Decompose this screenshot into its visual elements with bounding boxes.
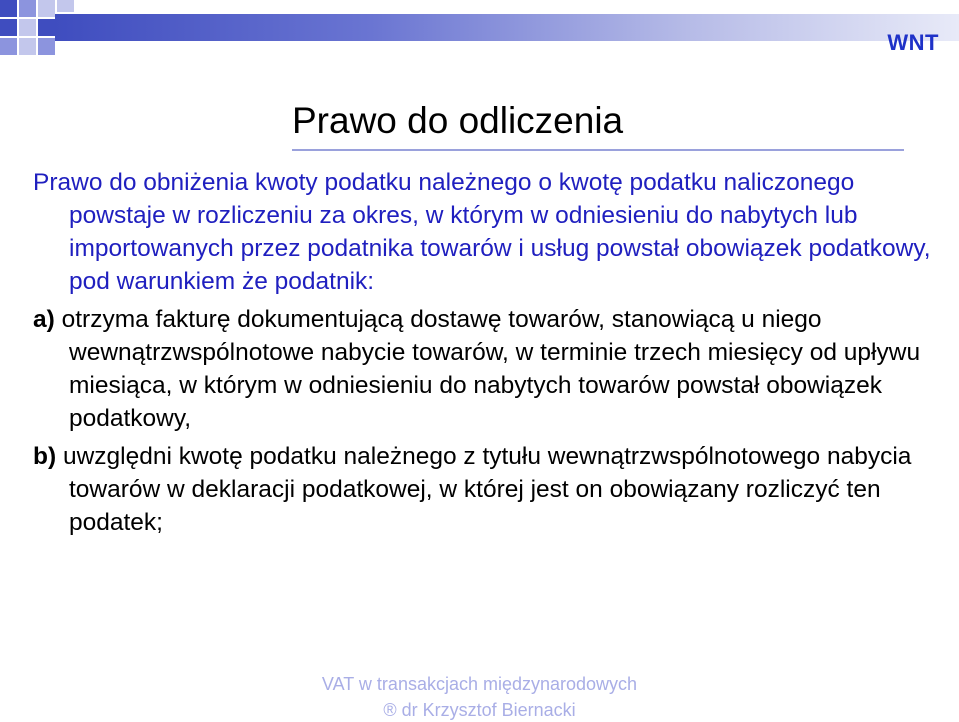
page-title: Prawo do odliczenia xyxy=(292,100,624,141)
decor-square xyxy=(38,19,55,36)
decor-square xyxy=(19,19,36,36)
list-item-text: uwzględni kwotę podatku należnego z tytułu wewnątrzwspólnotowego nabycia towarów w deklaracji podatkowej, w której jest on obowiązany rozliczyć ten podatek; xyxy=(62,443,912,536)
decor-square xyxy=(19,0,36,17)
intro-paragraph: Prawo do obniżenia kwoty podatku należnego o kwotę podatku naliczonego powstaje w rozliczeniu za okres, w którym w odniesieniu do nabytych lub importowanych przez podatnika towarów i usług powstał obowiązek podatkowy, pod warunkiem że podatnik: xyxy=(33,169,931,295)
title-underline xyxy=(292,149,904,151)
footer xyxy=(0,671,959,722)
decor-square xyxy=(38,0,55,17)
list-item-a xyxy=(33,303,945,435)
list-item-b xyxy=(33,440,945,539)
decor-square xyxy=(38,38,55,55)
decor-square xyxy=(0,0,17,17)
decor-square xyxy=(0,38,17,55)
header-band xyxy=(55,14,959,41)
footer-line-1: VAT w transakcjach międzynarodowych xyxy=(321,674,638,694)
decor-square xyxy=(19,38,36,55)
logo: WNT xyxy=(887,30,939,55)
decor-square xyxy=(0,19,17,36)
decor-square xyxy=(57,0,74,12)
slide-body xyxy=(33,166,945,544)
list-marker: b) xyxy=(33,443,57,470)
footer-line-2: ® dr Krzysztof Biernacki xyxy=(383,700,576,720)
list-marker: a) xyxy=(33,306,55,333)
list-item-text: otrzyma fakturę dokumentującą dostawę towarów, stanowiącą u niego wewnątrzwspólnotowe nabycie towarów, w terminie trzech miesięcy od upływu miesiąca, w którym w odniesieniu do nabytych towarów powstał obowiązek podatkowy, xyxy=(61,306,921,432)
